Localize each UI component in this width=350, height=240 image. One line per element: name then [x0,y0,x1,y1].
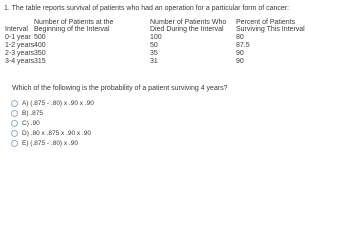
option-e[interactable] [11,139,78,148]
radio-circle-icon[interactable] [11,130,18,137]
row-died: 35 [150,50,158,57]
row-percent: 87.5 [236,42,250,49]
header-died-line1: Number of Patients Who [150,19,227,26]
row-percent: 90 [236,58,244,65]
option-a[interactable] [11,99,94,108]
header-beginning-line1: Number of Patients at the [34,19,114,26]
option-label: A) (.875 - .80) x .90 x .90 [22,99,94,107]
radio-circle-icon[interactable] [11,110,18,117]
header-interval: Interval [5,26,28,33]
row-interval: 3-4 years [5,58,35,65]
header-percent-line2: Surviving This Interval [236,26,305,33]
row-died: 31 [150,58,158,65]
row-beginning: 315 [34,58,46,65]
question-title: 1. The table reports survival of patients who had an operation for a particular form of cancer: [4,5,290,12]
option-b[interactable] [11,109,43,118]
row-interval: 2-3 years [5,50,35,57]
row-percent: 90 [236,50,244,57]
option-label: D) .80 x .875 x .90 x .90 [22,129,92,137]
option-d[interactable] [11,129,91,138]
row-percent: 80 [236,34,244,41]
header-percent-line1: Percent of Patients [236,19,296,26]
row-beginning: 500 [34,34,46,41]
row-died: 50 [150,42,158,49]
question-prompt: Which of the following is the probability of a patient surviving 4 years? [12,85,228,92]
row-interval: 0-1 year [5,34,31,41]
row-beginning: 400 [34,42,46,49]
option-label: E) (.875 - .80) x .90 [22,139,78,147]
radio-circle-icon[interactable] [11,140,18,147]
row-interval: 1-2 years [5,42,35,49]
header-beginning-line2: Beginning of the Interval [34,26,110,33]
option-label: B) .875 [22,109,43,117]
radio-circle-icon[interactable] [11,120,18,127]
option-c[interactable] [11,119,40,128]
row-died: 100 [150,34,162,41]
header-died-line2: Died During the Interval [150,26,224,33]
row-beginning: 350 [34,50,46,57]
option-label: C) .90 [22,119,40,127]
radio-circle-icon[interactable] [11,100,18,107]
